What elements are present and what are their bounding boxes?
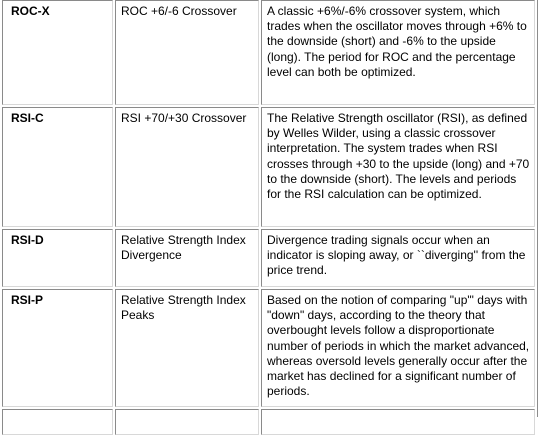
table-row: [2, 107, 535, 227]
strategy-name: RSI +70/+30 Crossover: [115, 107, 259, 227]
empty-cell: [261, 409, 535, 435]
strategy-name: ROC +6/-6 Crossover: [115, 0, 259, 105]
empty-cell: [115, 409, 259, 435]
table-row: [2, 0, 535, 105]
table-row: [2, 289, 535, 407]
empty-cell: [2, 409, 113, 435]
strategy-description: A classic +6%/-6% crossover system, which trades when the oscillator moves through +6% to the downside (short) and -6% to the upside (long). The period for ROC and the percentage level can both be optimized.: [261, 0, 535, 105]
strategy-code: ROC-X: [2, 0, 113, 105]
strategy-code: RSI-D: [2, 229, 113, 287]
table-row: [2, 409, 535, 435]
strategy-code: RSI-C: [2, 107, 113, 227]
strategy-description: Based on the notion of comparing "up"' days with "down" days, according to the theory that overbought levels follow a disproportionate number of periods in which the market advanced, whereas oversold levels generally occur after the market has declined for a significant number of periods.: [261, 289, 535, 407]
strategy-name: Relative Strength Index Divergence: [115, 229, 259, 287]
strategy-description: The Relative Strength oscillator (RSI), as defined by Welles Wilder, using a classic crossover interpretation. The system trades when RSI crosses through +30 to the upside (long) and +70 to the downside (short). The levels and periods for the RSI calculation can be optimized.: [261, 107, 535, 227]
strategy-name: Relative Strength Index Peaks: [115, 289, 259, 407]
table-row: [2, 229, 535, 287]
strategy-description: Divergence trading signals occur when an indicator is sloping away, or ``diverging'' from the price trend.: [261, 229, 535, 287]
strategy-code: RSI-P: [2, 289, 113, 407]
